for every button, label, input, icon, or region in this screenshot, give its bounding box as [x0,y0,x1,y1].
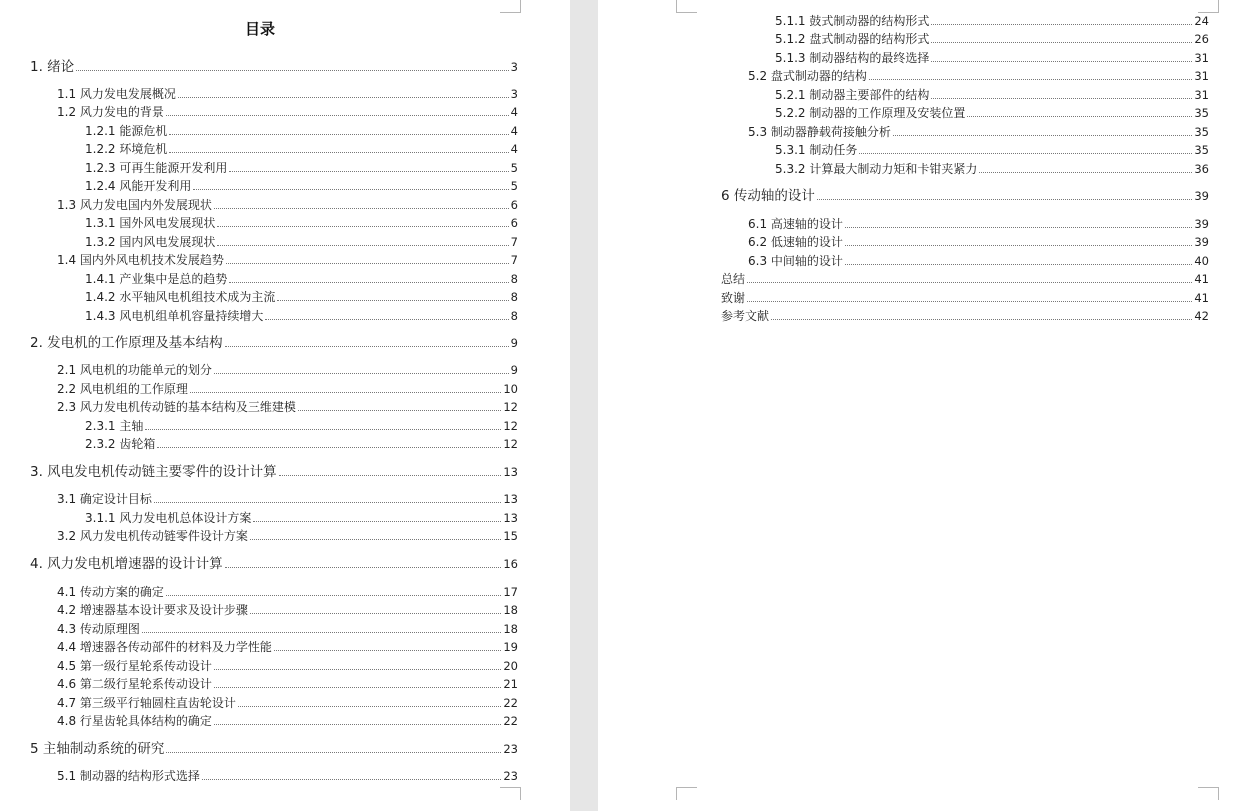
toc-entry[interactable]: 1.3.1 国外风电发展现状 6 [85,216,518,230]
toc-entry[interactable]: 2.2 风电机组的工作原理 10 [57,382,518,396]
toc-entry[interactable]: 1.4 国内外风电机技术发展趋势 7 [57,253,518,267]
toc-entry[interactable]: 1.4.2 水平轴风电机组技术成为主流 8 [85,290,518,304]
toc-entry[interactable]: 3.2 风力发电机传动链零件设计方案 15 [57,529,518,543]
toc-entry[interactable]: 3.1.1 风力发电机总体设计方案 13 [85,511,518,525]
toc-entry[interactable]: 致谢 41 [721,291,1209,305]
toc-entry[interactable]: 2. 发电机的工作原理及基本结构 9 [30,335,518,351]
toc-entry[interactable]: 2.1 风电机的功能单元的划分 9 [57,363,518,377]
toc-entry[interactable]: 6.2 低速轴的设计 39 [748,235,1209,249]
toc-entry[interactable]: 5.3 制动器静载荷接触分析 35 [748,125,1209,139]
toc-entry[interactable]: 5.2.1 制动器主要部件的结构 31 [775,88,1209,102]
toc-entry[interactable]: 5.1 制动器的结构形式选择 23 [57,769,518,783]
crop-mark [676,787,697,800]
toc-entry[interactable]: 1.2 风力发电的背景 4 [57,105,518,119]
toc-entry[interactable]: 1.2.1 能源危机 4 [85,124,518,138]
toc-entry[interactable]: 1.3 风力发电国内外发展现状 6 [57,198,518,212]
toc-entry[interactable]: 2.3.1 主轴 12 [85,419,518,433]
toc-entry[interactable]: 5.3.2 计算最大制动力矩和卡钳夹紧力 36 [775,162,1209,176]
toc-entry[interactable]: 1.2.3 可再生能源开发利用 5 [85,161,518,175]
toc-entry[interactable]: 4.4 增速器各传动部件的材料及力学性能 19 [57,640,518,654]
toc-entry[interactable]: 5.3.1 制动任务 35 [775,143,1209,157]
toc-entry[interactable]: 6.1 高速轴的设计 39 [748,217,1209,231]
crop-mark [500,787,521,800]
toc-entry[interactable]: 5.2.2 制动器的工作原理及安装位置 35 [775,106,1209,120]
toc-entry[interactable]: 4.8 行星齿轮具体结构的确定 22 [57,714,518,728]
crop-mark [500,0,521,13]
toc-entry[interactable]: 4. 风力发电机增速器的设计计算 16 [30,556,518,572]
toc-entry[interactable]: 4.7 第三级平行轴圆柱直齿轮设计 22 [57,696,518,710]
toc-entry[interactable]: 5.1.1 鼓式制动器的结构形式 24 [775,14,1209,28]
toc-entry[interactable]: 4.6 第二级行星轮系传动设计 21 [57,677,518,691]
toc-entry[interactable]: 6 传动轴的设计 39 [721,188,1209,204]
toc-entry[interactable]: 1.3.2 国内风电发展现状 7 [85,235,518,249]
toc-entry[interactable]: 5.1.3 制动器结构的最终选择 31 [775,51,1209,65]
toc-entry[interactable]: 2.3 风力发电机传动链的基本结构及三维建模 12 [57,400,518,414]
toc-entry[interactable]: 5.2 盘式制动器的结构 31 [748,69,1209,83]
crop-mark [676,0,697,13]
toc-entry[interactable]: 2.3.2 齿轮箱 12 [85,437,518,451]
toc-entry[interactable]: 3.1 确定设计目标 13 [57,492,518,506]
crop-mark [1198,787,1219,800]
toc-entry[interactable]: 参考文献 42 [721,309,1209,323]
toc-entry[interactable]: 1.2.2 环境危机 4 [85,142,518,156]
toc-heading: 目录 [244,20,275,38]
toc-entry[interactable]: 4.1 传动方案的确定 17 [57,585,518,599]
toc-entry[interactable]: 6.3 中间轴的设计 40 [748,254,1209,268]
toc-entry[interactable]: 3. 风电发电机传动链主要零件的设计计算 13 [30,464,518,480]
toc-entry[interactable]: 4.2 增速器基本设计要求及设计步骤 18 [57,603,518,617]
toc-entry[interactable]: 1.2.4 风能开发利用 5 [85,179,518,193]
toc-entry[interactable]: 5 主轴制动系统的研究 23 [30,741,518,757]
toc-entry[interactable]: 1.4.1 产业集中是总的趋势 8 [85,272,518,286]
toc-entry[interactable]: 1. 绪论 3 [30,59,518,75]
toc-entry[interactable]: 1.1 风力发电发展概况 3 [57,87,518,101]
toc-entry[interactable]: 总结 41 [721,272,1209,286]
toc-entry[interactable]: 4.5 第一级行星轮系传动设计 20 [57,659,518,673]
toc-entry[interactable]: 4.3 传动原理图 18 [57,622,518,636]
toc-entry[interactable]: 5.1.2 盘式制动器的结构形式 26 [775,32,1209,46]
toc-entry[interactable]: 1.4.3 风电机组单机容量持续增大 8 [85,309,518,323]
